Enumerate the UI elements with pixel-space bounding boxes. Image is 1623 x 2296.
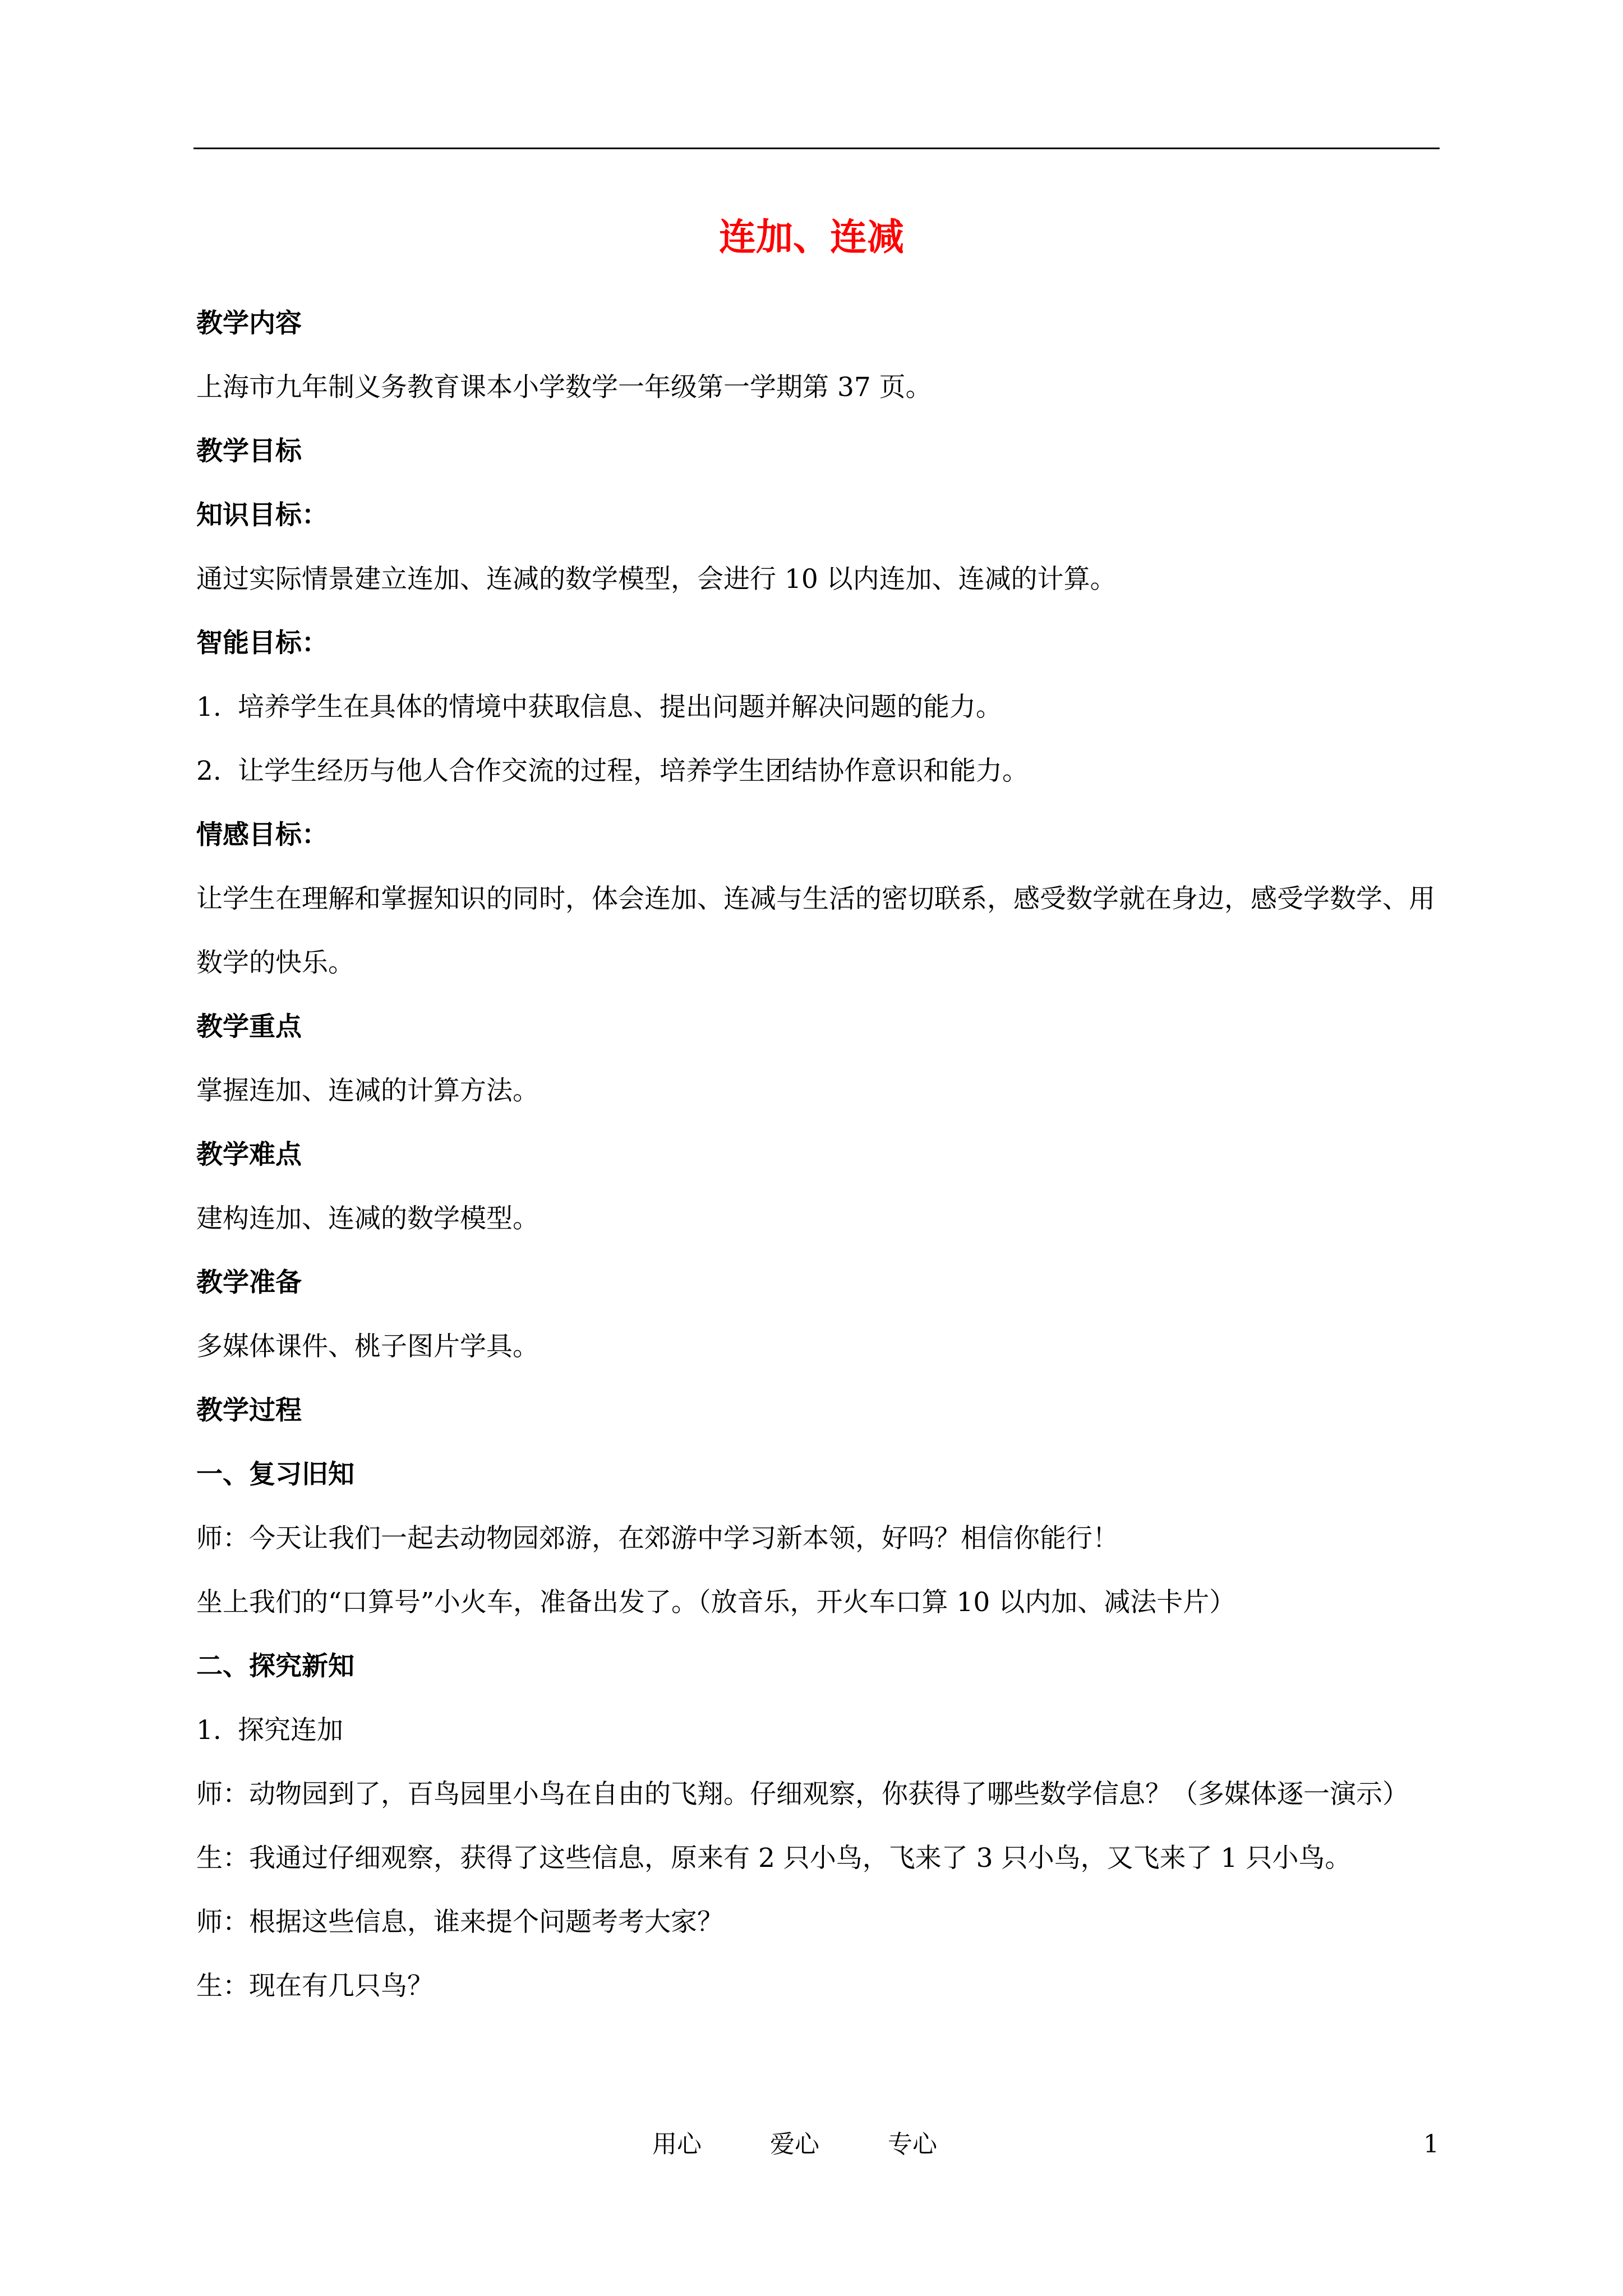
paragraph: 师：动物园到了，百鸟园里小鸟在自由的飞翔。仔细观察，你获得了哪些数学信息？（多媒体逐一演示） xyxy=(196,1779,1409,1810)
paragraph: 生：现在有几只鸟？ xyxy=(196,1971,434,2001)
footer-motto-word: 用心 xyxy=(652,2130,702,2159)
document-title: 连加、连减 xyxy=(719,215,904,259)
paragraph: 建构连加、连减的数学模型。 xyxy=(196,1203,539,1234)
section-heading: 知识目标： xyxy=(196,500,328,531)
page-number: 1 xyxy=(1423,2130,1439,2159)
section-heading: 教学难点 xyxy=(196,1139,302,1170)
paragraph: 多媒体课件、桃子图片学具。 xyxy=(196,1331,539,1362)
section-heading: 教学目标 xyxy=(196,436,302,467)
header-rule xyxy=(193,148,1440,149)
paragraph: 师：今天让我们一起去动物园郊游，在郊游中学习新本领，好吗？相信你能行！ xyxy=(196,1523,1119,1554)
section-heading: 一、复习旧知 xyxy=(196,1459,354,1490)
numbered-item xyxy=(196,675,1438,739)
item-text: 让学生经历与他人合作交流的过程，培养学生团结协作意识和能力。 xyxy=(238,756,1029,786)
section-heading: 教学过程 xyxy=(196,1395,302,1426)
item-text: 培养学生在具体的情境中获取信息、提出问题并解决问题的能力。 xyxy=(238,692,1002,723)
section-heading: 教学重点 xyxy=(196,1011,302,1042)
numbered-item xyxy=(196,1699,1438,1763)
footer-motto xyxy=(652,2125,998,2164)
numbered-item xyxy=(196,739,1438,803)
section-heading: 教学准备 xyxy=(196,1267,302,1298)
paragraph: 生：我通过仔细观察，获得了这些信息，原来有 2 只小鸟，飞来了 3 只小鸟，又飞来了 1 只小鸟。 xyxy=(196,1843,1352,1874)
page-footer xyxy=(0,2125,1623,2164)
paragraph: 师：根据这些信息，谁来提个问题考考大家？ xyxy=(196,1907,723,1938)
section-heading: 二、探究新知 xyxy=(196,1651,354,1682)
footer-motto-word: 专心 xyxy=(888,2130,937,2159)
item-number: 1. xyxy=(196,1715,222,1746)
section-heading: 智能目标： xyxy=(196,628,328,659)
document-body xyxy=(196,292,1438,2018)
paragraph: 通过实际情景建立连加、连减的数学模型，会进行 10 以内连加、连减的计算。 xyxy=(196,564,1117,595)
item-number: 2. xyxy=(196,756,222,786)
item-text: 探究连加 xyxy=(238,1715,343,1746)
footer-motto-word: 爱心 xyxy=(770,2130,819,2159)
paragraph: 让学生在理解和掌握知识的同时，体会连加、连减与生活的密切联系，感受数学就在身边，感受学数学、用数学的快乐。 xyxy=(196,884,1435,978)
section-heading: 情感目标： xyxy=(196,820,328,850)
section-heading: 教学内容 xyxy=(196,308,302,339)
paragraph: 坐上我们的“口算号”小火车，准备出发了。（放音乐，开火车口算 10 以内加、减法卡片） xyxy=(196,1587,1236,1618)
item-number: 1. xyxy=(196,692,222,723)
paragraph: 上海市九年制义务教育课本小学数学一年级第一学期第 37 页。 xyxy=(196,372,932,403)
paragraph: 掌握连加、连减的计算方法。 xyxy=(196,1075,539,1106)
